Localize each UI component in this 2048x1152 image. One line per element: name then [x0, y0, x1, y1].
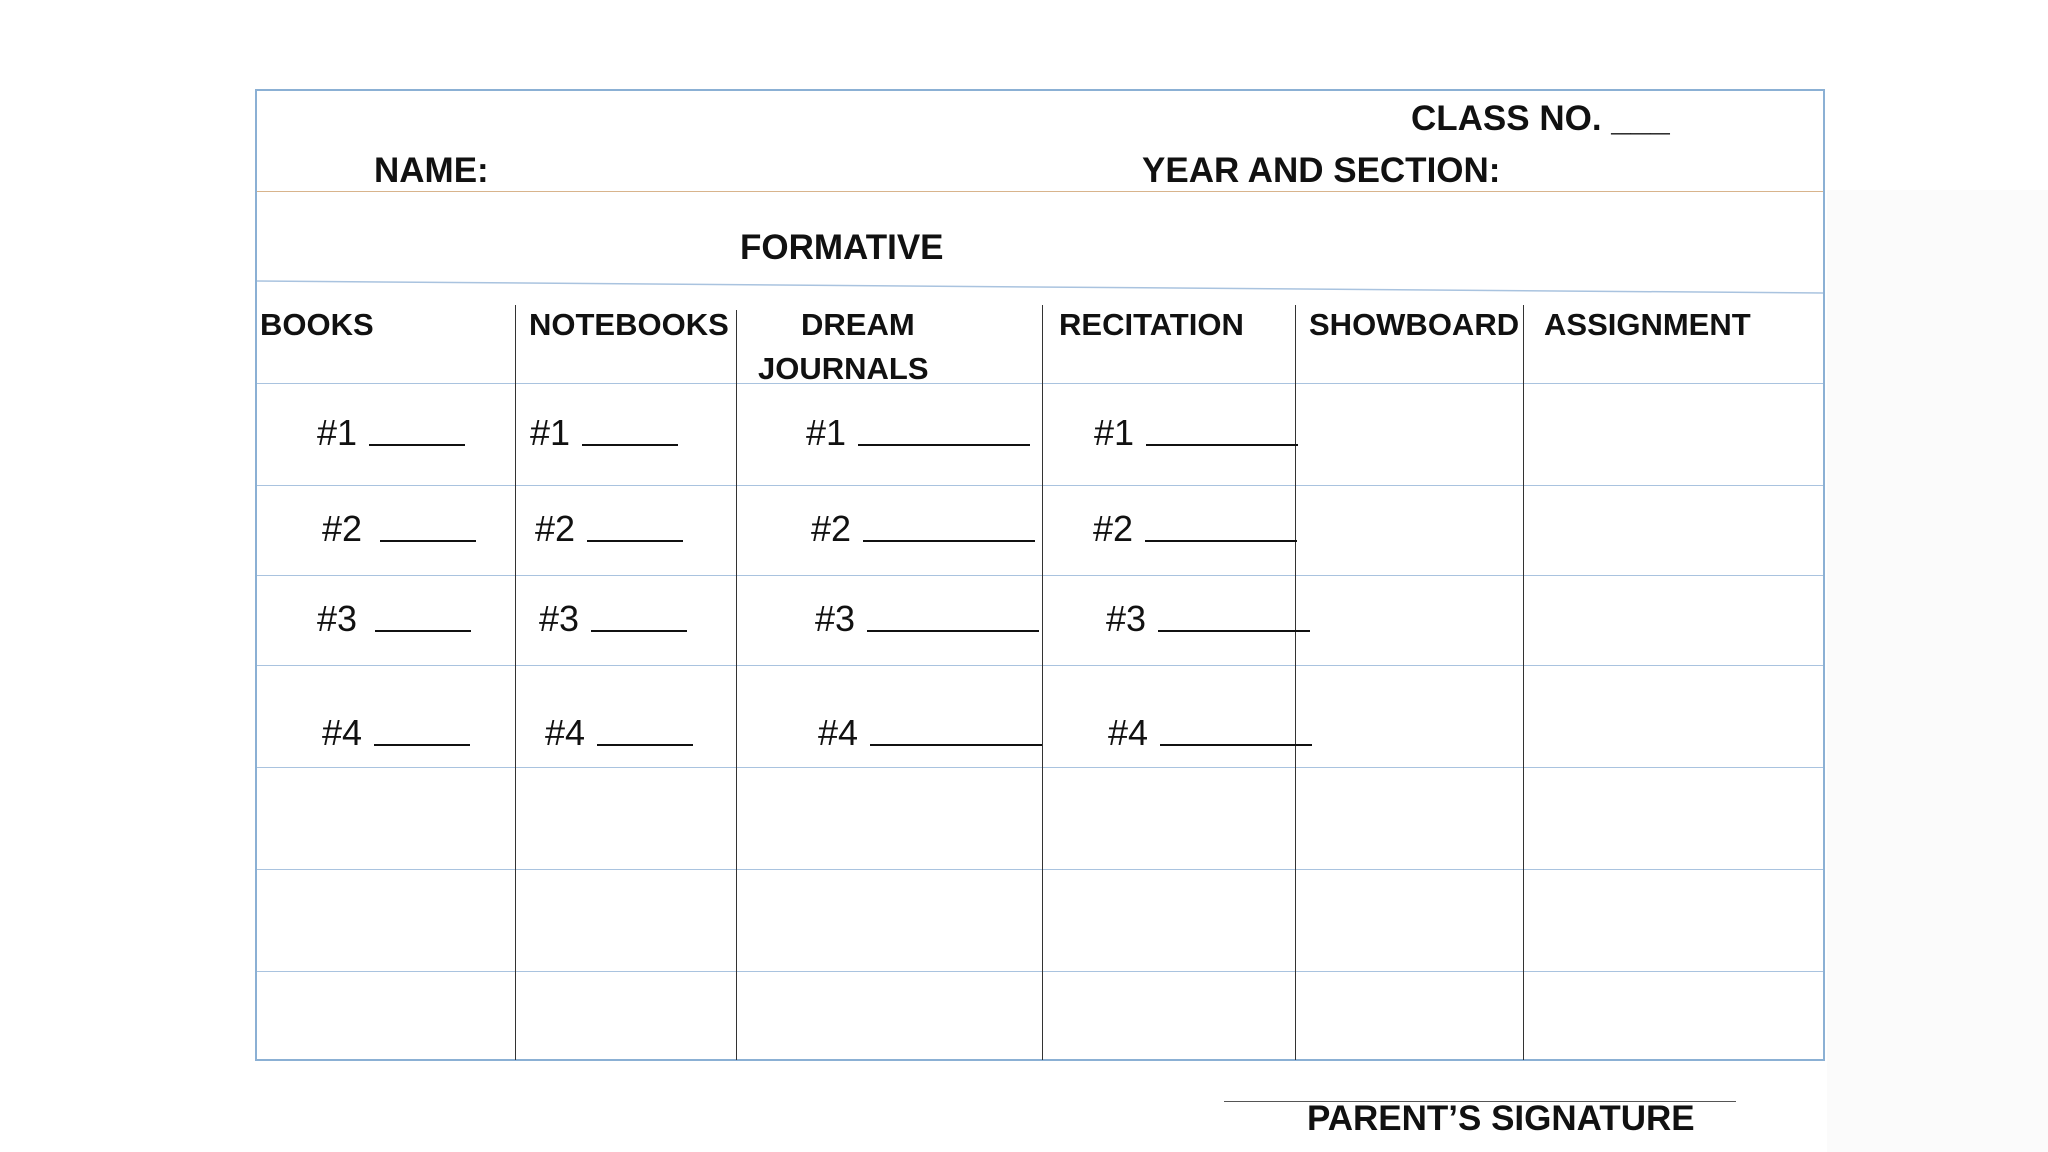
column-header-dream: DREAM: [801, 307, 915, 342]
entry-number: #2: [1093, 508, 1134, 549]
notebooks-entry: [535, 508, 683, 550]
class-number-label: CLASS NO. ___: [1411, 99, 1670, 138]
books-entry: [317, 412, 465, 454]
column-divider-5: [1523, 305, 1524, 1060]
entry-number: #3: [317, 598, 358, 639]
column-header-books: BOOKS: [260, 307, 374, 342]
row-rule-3: [257, 665, 1823, 666]
books-entry: [317, 598, 471, 640]
entry-number: #4: [322, 712, 363, 753]
column-header-recitation: RECITATION: [1059, 307, 1244, 342]
recitation-entry: [1108, 712, 1312, 754]
dream-journals-entry: [815, 598, 1039, 640]
blank-line[interactable]: [591, 629, 687, 632]
notebooks-entry: [545, 712, 693, 754]
row-rule-6: [257, 971, 1823, 972]
entry-number: #1: [1094, 412, 1135, 453]
entry-number: #2: [535, 508, 576, 549]
entry-number: #1: [317, 412, 358, 453]
blank-line[interactable]: [1146, 443, 1298, 446]
dream-journals-entry: [806, 412, 1030, 454]
books-entry: [322, 712, 470, 754]
column-header-showboard: SHOWBOARD: [1309, 307, 1520, 342]
section-title: FORMATIVE: [740, 228, 944, 267]
blank-line[interactable]: [374, 743, 470, 746]
column-divider-1: [515, 305, 516, 1060]
blank-line[interactable]: [858, 443, 1030, 446]
row-rule-header: [257, 383, 1823, 384]
books-entry: [322, 508, 476, 550]
blank-line[interactable]: [597, 743, 693, 746]
entry-number: #4: [545, 712, 586, 753]
entry-number: #1: [530, 412, 571, 453]
entry-number: #4: [818, 712, 859, 753]
blank-line[interactable]: [870, 743, 1042, 746]
column-divider-2: [736, 310, 737, 1060]
entry-number: #3: [539, 598, 580, 639]
blank-line[interactable]: [1158, 629, 1310, 632]
blank-line[interactable]: [380, 539, 476, 542]
column-header-journals: JOURNALS: [758, 351, 929, 386]
entry-number: #3: [1106, 598, 1147, 639]
dream-journals-entry: [811, 508, 1035, 550]
row-rule-5: [257, 869, 1823, 870]
parent-signature-label: PARENT’S SIGNATURE: [1307, 1099, 1695, 1138]
entry-number: #2: [322, 508, 363, 549]
blank-line[interactable]: [369, 443, 465, 446]
entry-number: #4: [1108, 712, 1149, 753]
dream-journals-entry: [818, 712, 1042, 754]
entry-number: #2: [811, 508, 852, 549]
blank-line[interactable]: [1160, 743, 1312, 746]
blank-line[interactable]: [582, 443, 678, 446]
column-divider-3: [1042, 305, 1043, 1060]
recitation-entry: [1106, 598, 1310, 640]
notebooks-entry: [530, 412, 678, 454]
blank-line[interactable]: [1145, 539, 1297, 542]
notebooks-entry: [539, 598, 687, 640]
column-header-notebooks: NOTEBOOKS: [529, 307, 729, 342]
recitation-entry: [1094, 412, 1298, 454]
blank-line[interactable]: [867, 629, 1039, 632]
column-header-assignment: ASSIGNMENT: [1544, 307, 1751, 342]
name-label: NAME:: [374, 151, 489, 190]
row-rule-4: [257, 767, 1823, 768]
row-rule-1: [257, 485, 1823, 486]
blank-line[interactable]: [863, 539, 1035, 542]
year-section-label: YEAR AND SECTION:: [1142, 151, 1501, 190]
blank-line[interactable]: [587, 539, 683, 542]
entry-number: #3: [815, 598, 856, 639]
blank-line[interactable]: [375, 629, 471, 632]
entry-number: #1: [806, 412, 847, 453]
recitation-entry: [1093, 508, 1297, 550]
row-rule-2: [257, 575, 1823, 576]
